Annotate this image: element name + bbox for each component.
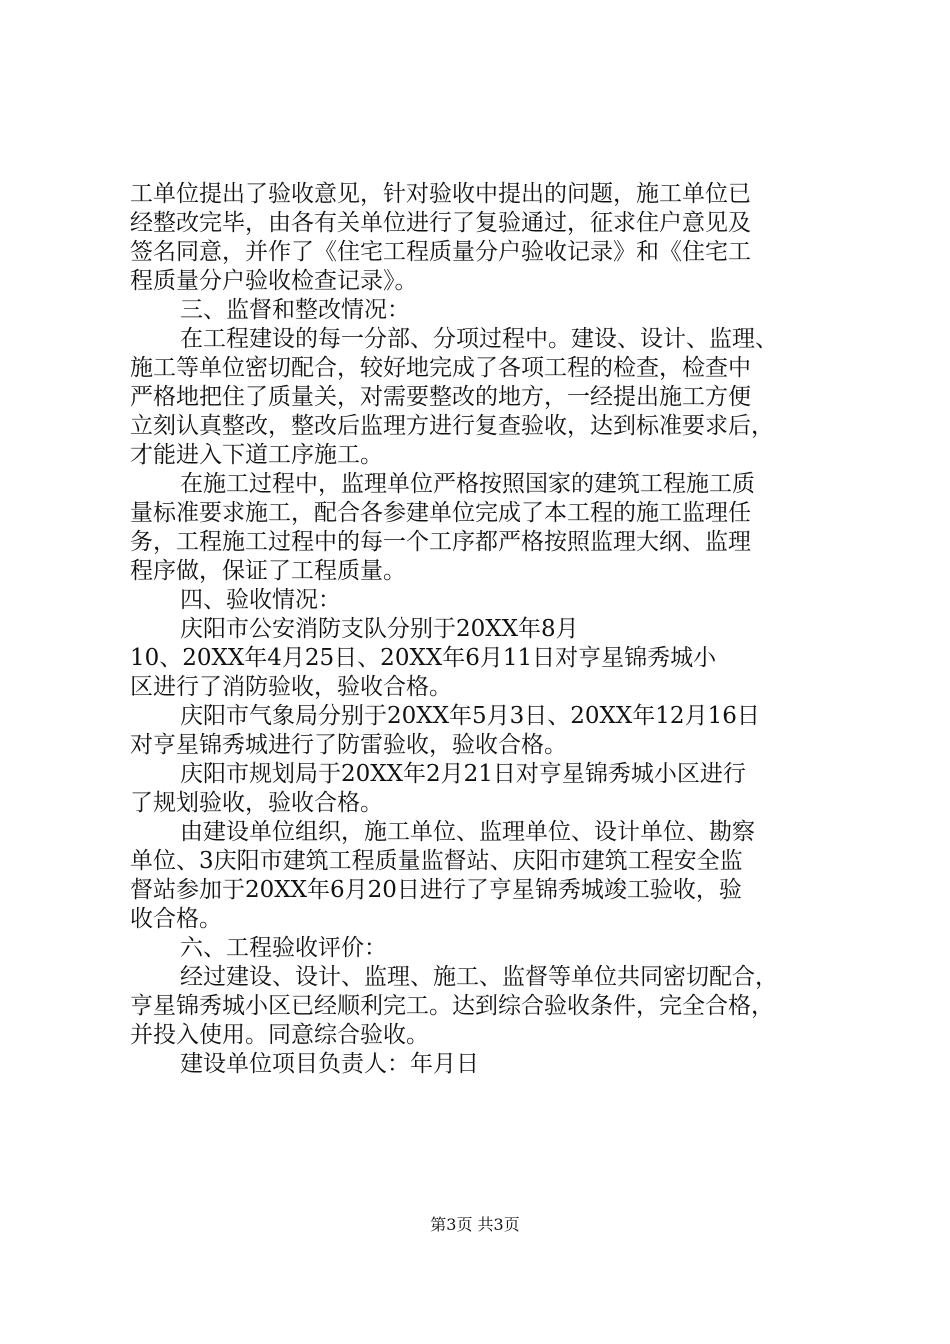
- text-line: 工单位提出了验收意见，针对验收中提出的问题，施工单位已: [130, 181, 751, 207]
- text-line: 经整改完毕，由各有关单位进行了复验通过，征求住户意见及: [130, 210, 751, 236]
- text-line: 督站参加于20XX年6月20日进行了亨星锦秀城竣工验收，验: [130, 877, 742, 903]
- text-line: 庆阳市公安消防支队分别于20XX年8月: [180, 616, 579, 642]
- text-line: 庆阳市规划局于20XX年2月21日对亨星锦秀城小区进行: [180, 761, 746, 787]
- text-line: 在工程建设的每一分部、分项过程中。建设、设计、监理、: [180, 326, 778, 352]
- text-line: 三、监督和整改情况：: [180, 297, 410, 323]
- text-line: 亨星锦秀城小区已经顺利完工。达到综合验收条件，完全合格，: [130, 993, 774, 1019]
- text-line: 单位、3庆阳市建筑工程质量监督站、庆阳市建筑工程安全监: [130, 848, 743, 874]
- text-line: 程序做，保证了工程质量。: [130, 558, 406, 584]
- text-line: 经过建设、设计、监理、施工、监督等单位共同密切配合，: [180, 964, 778, 990]
- text-line: 务，工程施工过程中的每一个工序都严格按照监理大纲、监理: [130, 529, 751, 555]
- text-line: 立刻认真整改，整改后监理方进行复查验收，达到标准要求后，: [130, 413, 774, 439]
- text-line: 并投入使用。同意综合验收。: [130, 1022, 429, 1048]
- page-footer: 第3页 共3页: [430, 1215, 520, 1234]
- text-line: 建设单位项目负责人：年月日: [180, 1051, 479, 1077]
- text-line: 施工等单位密切配合，较好地完成了各项工程的检查，检查中: [130, 355, 751, 381]
- text-line: 在施工过程中，监理单位严格按照国家的建筑工程施工质: [180, 471, 755, 497]
- text-line: 对亨星锦秀城进行了防雷验收，验收合格。: [130, 732, 567, 758]
- document-body: [130, 180, 830, 1079]
- text-line: 严格地把住了质量关，对需要整改的地方，一经提出施工方便: [130, 384, 751, 410]
- text-line: 庆阳市气象局分别于20XX年5月3日、20XX年12月16日: [180, 703, 760, 729]
- text-line: 区进行了消防验收，验收合格。: [130, 674, 452, 700]
- text-line: 六、工程验收评价：: [180, 935, 387, 961]
- text-line: 了规划验收，验收合格。: [130, 790, 383, 816]
- text-line: 10、20XX年4月25日、20XX年6月11日对亨星锦秀城小: [130, 645, 717, 671]
- text-line: 才能进入下道工序施工。: [130, 442, 383, 468]
- text-line: 四、验收情况：: [180, 587, 341, 613]
- text-line: 量标准要求施工，配合各参建单位完成了本工程的施工监理任: [130, 500, 751, 526]
- text-line: 程质量分户验收检查记录》。: [130, 268, 418, 294]
- text-line: 由建设单位组织，施工单位、监理单位、设计单位、勘察: [180, 819, 755, 845]
- text-line: 收合格。: [130, 906, 222, 932]
- text-line: 签名同意，并作了《住宅工程质量分户验收记录》和《住宅工: [130, 239, 751, 265]
